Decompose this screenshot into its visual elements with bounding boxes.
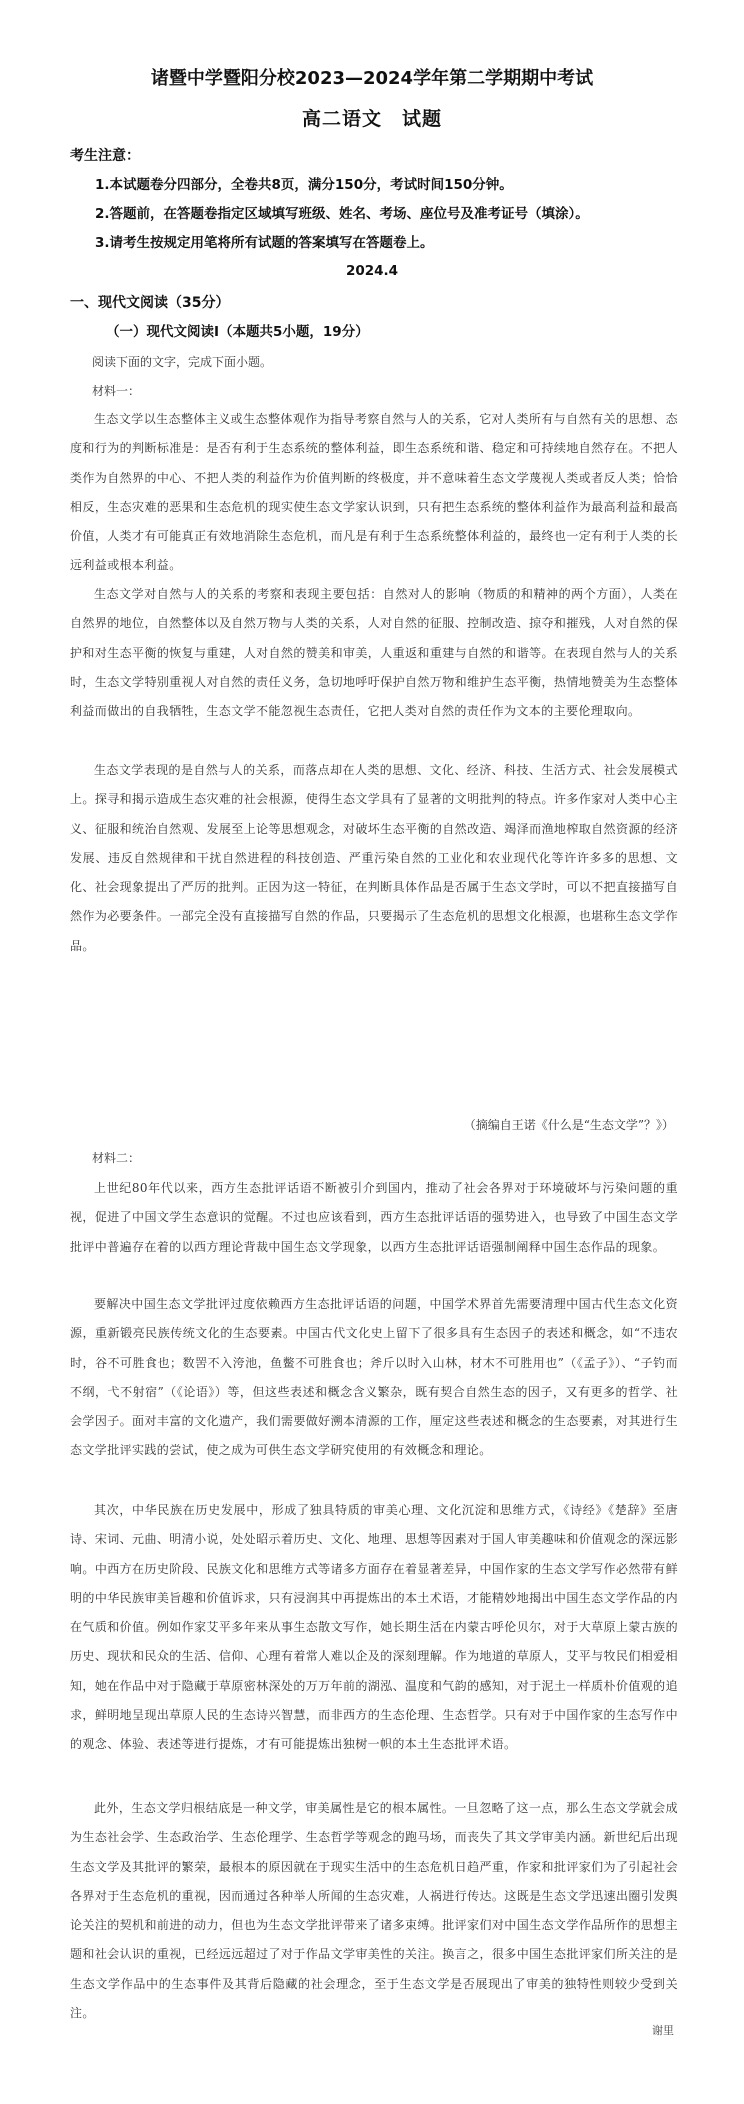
material-one-paragraph: 生态文学表现的是自然与人的关系，而落点却在人类的思想、文化、经济、科技、生活方式、社会发展模式上。探寻和揭示造成生态灾难的社会根源，使得生态文学具有了显著的文明批判的特点。许多作家对人类中心主义、征服和统治自然观、发展至上论等思想观念，对破坏生态平衡的自然改造、竭泽而渔地榨取自然资源的经济发展、违反自然规律和干扰自然进程的科技创造、严重污染自然的工业化和农业现代化等许许多多的思想、文化、社会现象提出了严厉的批判。正因为这一特征，在判断具体作品是否属于生态文学时，可以不把直接描写自然作为必要条件。一部完全没有直接描写自然的作品，只要揭示了生态危机的思想文化根源，也堪称生态文学作品。 <box>70 763 678 953</box>
notice-heading: 考生注意： <box>70 148 140 164</box>
exam-subtitle: 高二语文 试题 <box>301 108 442 130</box>
reading-instruction: 阅读下面的文字，完成下面小题。 <box>92 355 273 369</box>
exam-title: 诸暨中学暨阳分校2023—2024学年第二学期期中考试 <box>150 68 594 89</box>
material-one-paragraph: 生态文学对自然与人的关系的考察和表现主要包括：自然对人的影响（物质的和精神的两个方面），人类在自然界的地位，自然整体以及自然万物与人类的关系，人对自然的征服、控制改造、掠夺和摧残，人对自然的保护和对生态平衡的恢复与重建，人对自然的赞美和审美，人重返和重建与自然的和谐等。在表现自然与人的关系时，生态文学特别重视人对自然的责任义务，急切地呼吁保护自然万物和维护生态平衡，热情地赞美为生态整体利益而做出的自我牺牲，生态文学不能忽视生态责任，它把人类对自然的责任作为文本的主要伦理取向。 <box>70 587 678 719</box>
material-one-source: （摘编自王诺《什么是“生态文学”？》） <box>463 1118 674 1132</box>
notice-item: 1.本试题卷分四部分，全卷共8页，满分150分，考试时间150分钟。 <box>95 177 513 193</box>
material-two-paragraph: 其次，中华民族在历史发展中，形成了独具特质的审美心理、文化沉淀和思维方式，《诗经》《楚辞》至唐诗、宋词、元曲、明清小说，处处昭示着历史、文化、地理、思想等因素对于国人审美趣味和价值观念的深远影响。中西方在历史阶段、民族文化和思维方式等诸多方面存在着显著差异，中国作家的生态文学写作必然带有鲜明的中华民族审美旨趣和价值诉求，只有浸润其中再提炼出的本土术语，才能精妙地揭出中国生态文学作品的内在气质和价值。例如作家艾平多年来从事生态散文写作，她长期生活在内蒙古呼伦贝尔，对于大草原上蒙古族的历史、现状和民众的生活、信仰、心理有着常人难以企及的深刻理解。作为地道的草原人，艾平与牧民们相爱相知，她在作品中对于隐藏于草原密林深处的万万年前的湖泓、温度和气韵的感知，对于泥土一样质朴价值观的追求，鲜明地呈现出草原人民的生态诗兴智慧，而非西方的生态伦理、生态哲学。只有对于中国作家的生态写作中的观念、体验、表述等进行提炼，才有可能提炼出独树一帜的本土生态批评术语。 <box>70 1503 678 1752</box>
notice-item: 3.请考生按规定用笔将所有试题的答案填写在答题卷上。 <box>95 235 434 251</box>
section-heading: 一、现代文阅读（35分） <box>70 295 230 311</box>
material-one-label: 材料一： <box>92 384 141 398</box>
material-one-paragraph: 生态文学以生态整体主义或生态整体观作为指导考察自然与人的关系，它对人类所有与自然有关的思想、态度和行为的判断标准是：是否有利于生态系统的整体利益，即生态系统和谐、稳定和可持续地自然存在。不把人类作为自然界的中心、不把人类的利益作为价值判断的终极度，并不意味着生态文学蔑视人类或者反人类；恰恰相反，生态灾难的恶果和生态危机的现实使生态文学家认识到，只有把生态系统的整体利益作为最高利益和最高价值，人类才有可能真正有效地消除生态危机，而凡是有利于生态系统整体利益的，最终也一定有利于人类的长远利益或根本利益。 <box>70 412 678 573</box>
material-two-label: 材料二： <box>92 1151 141 1165</box>
subsection-heading: （一）现代文阅读Ⅰ（本题共5小题，19分） <box>106 324 369 340</box>
material-two-paragraph: 上世纪80年代以来，西方生态批评话语不断被引介到国内，推动了社会各界对于环境破坏与污染问题的重视，促进了中国文学生态意识的觉醒。不过也应该看到，西方生态批评话语的强势进入，也导致了中国生态文学批评中普遍存在着的以西方理论背裁中国生态文学现象，以西方生态批评话语强制阐释中国生态作品的现象。 <box>70 1181 678 1254</box>
material-two-paragraph: 要解决中国生态文学批评过度依赖西方生态批评话语的问题，中国学术界首先需要清理中国古代生态文化资源，重新锻亮民族传统文化的生态要素。中国古代文化史上留下了很多具有生态因子的表述和概念，如“不违农时，谷不可胜食也；数罟不入洿池，鱼鳖不可胜食也；斧斤以时入山林，材木不可胜用也”（《孟子》）、“子钓而不纲，弋不射宿”（《论语》）等，但这些表述和概念含义繁杂，既有契合自然生态的因子，又有更多的哲学、社会学因子。面对丰富的文化遗产，我们需要做好溯本清源的工作，厘定这些表述和概念的生态要素，对其进行生态文学批评实践的尝试，使之成为可供生态文学研究使用的有效概念和理论。 <box>70 1297 678 1458</box>
material-two-paragraph: 此外，生态文学归根结底是一种文学，审美属性是它的根本属性。一旦忽略了这一点，那么生态文学就会成为生态社会学、生态政治学、生态伦理学、生态哲学等观念的跑马场，而丧失了其文学审美内涵。新世纪后出现生态文学及其批评的繁荣，最根本的原因就在于现实生活中的生态危机日趋严重，作家和批评家们为了引起社会各界对于生态危机的重视，因而通过各种举人所闻的生态灾难，人祸进行传达。这既是生态文学迅速出圈引发舆论关注的契机和前进的动力，但也为生态文学批评带来了诸多束缚。批评家们对中国生态文学作品所作的思想主题和社会认识的重视，已经远远超过了对于作品文学审美性的关注。换言之，很多中国生态批评家们所关注的是生态文学作品中的生态事件及其背后隐藏的社会理念，至于生态文学是否展现出了审美的独特性则较少受到关注。 <box>70 1801 678 2021</box>
exam-date: 2024.4 <box>345 263 399 279</box>
page-footer: 谢里 <box>652 2024 674 2037</box>
notice-item: 2.答题前，在答题卷指定区域填写班级、姓名、考场、座位号及准考证号（填涂）。 <box>95 206 589 222</box>
